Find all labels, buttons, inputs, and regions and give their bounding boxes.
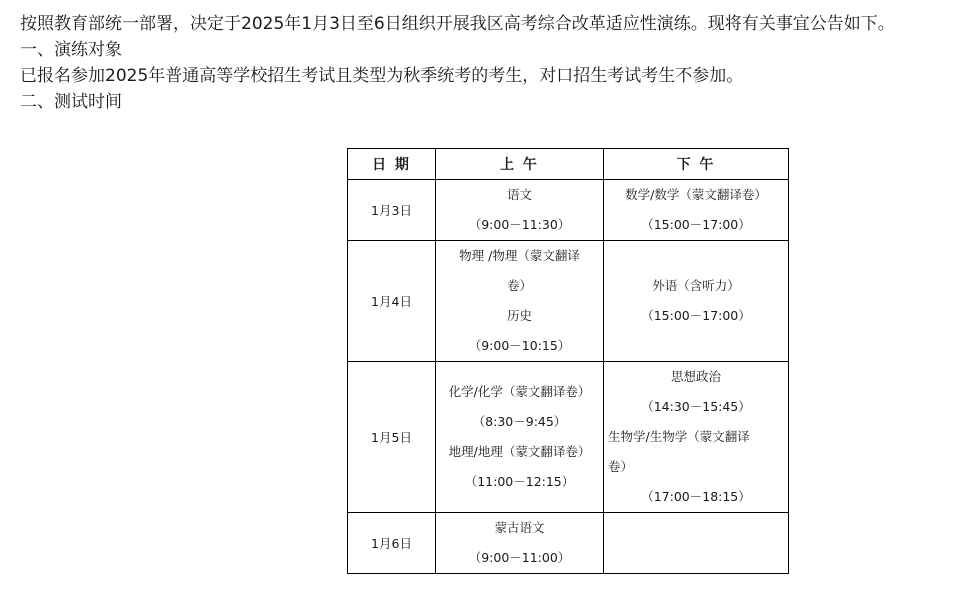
exam-schedule-table — [347, 148, 789, 574]
table-header-row — [348, 149, 789, 180]
time-range: （15:00－17:00） — [641, 217, 751, 232]
header-date: 日 期 — [348, 149, 436, 180]
header-morning: 上 午 — [436, 149, 604, 180]
afternoon-cell — [604, 180, 789, 241]
table-row — [348, 362, 789, 513]
afternoon-cell — [604, 241, 789, 362]
time-range: （8:30－9:45） — [472, 414, 567, 429]
subject-name-continued: 卷） — [608, 459, 634, 474]
subject-name: 地理/地理（蒙文翻译卷） — [448, 444, 591, 459]
subject-name: 生物学/生物学（蒙文翻译 — [608, 429, 750, 444]
afternoon-cell-empty — [604, 513, 789, 574]
time-range: （11:00－12:15） — [464, 474, 575, 489]
subject-name: 化学/化学（蒙文翻译卷） — [448, 384, 591, 399]
subject-name: 外语（含听力） — [652, 278, 740, 293]
time-range: （9:00－11:30） — [468, 217, 571, 232]
date-cell: 1月3日 — [348, 180, 436, 241]
participants-paragraph: 已报名参加2025年普通高等学校招生考试且类型为秋季统考的考生，对口招生考试考生不参加。 — [20, 66, 744, 86]
time-range: （14:30－15:45） — [641, 399, 751, 414]
time-range: （9:00－11:00） — [468, 550, 571, 565]
morning-cell — [436, 241, 604, 362]
subject-name: 历史 — [506, 308, 532, 323]
table-row — [348, 241, 789, 362]
morning-cell — [436, 362, 604, 513]
date-cell: 1月4日 — [348, 241, 436, 362]
section-heading-schedule: 二、测试时间 — [20, 92, 122, 112]
morning-cell — [436, 180, 604, 241]
table-row — [348, 513, 789, 574]
table-row — [348, 180, 789, 241]
date-cell: 1月5日 — [348, 362, 436, 513]
time-range: （15:00－17:00） — [641, 308, 751, 323]
afternoon-cell — [604, 362, 789, 513]
subject-name: 物理 /物理（蒙文翻译 — [459, 248, 580, 263]
intro-paragraph: 按照教育部统一部署，决定于2025年1月3日至6日组织开展我区高考综合改革适应性演练。现将有关事宜公告如下。 — [20, 14, 895, 34]
subject-name-continued: 卷） — [506, 278, 532, 293]
subject-name: 语文 — [506, 187, 532, 202]
date-cell: 1月6日 — [348, 513, 436, 574]
section-heading-participants: 一、演练对象 — [20, 40, 122, 60]
morning-cell — [436, 513, 604, 574]
subject-name: 数学/数学（蒙文翻译卷） — [625, 187, 767, 202]
header-afternoon: 下 午 — [604, 149, 789, 180]
subject-name: 蒙古语文 — [494, 520, 545, 535]
time-range: （17:00－18:15） — [641, 489, 751, 504]
subject-name: 思想政治 — [670, 369, 721, 384]
time-range: （9:00－10:15） — [468, 338, 571, 353]
